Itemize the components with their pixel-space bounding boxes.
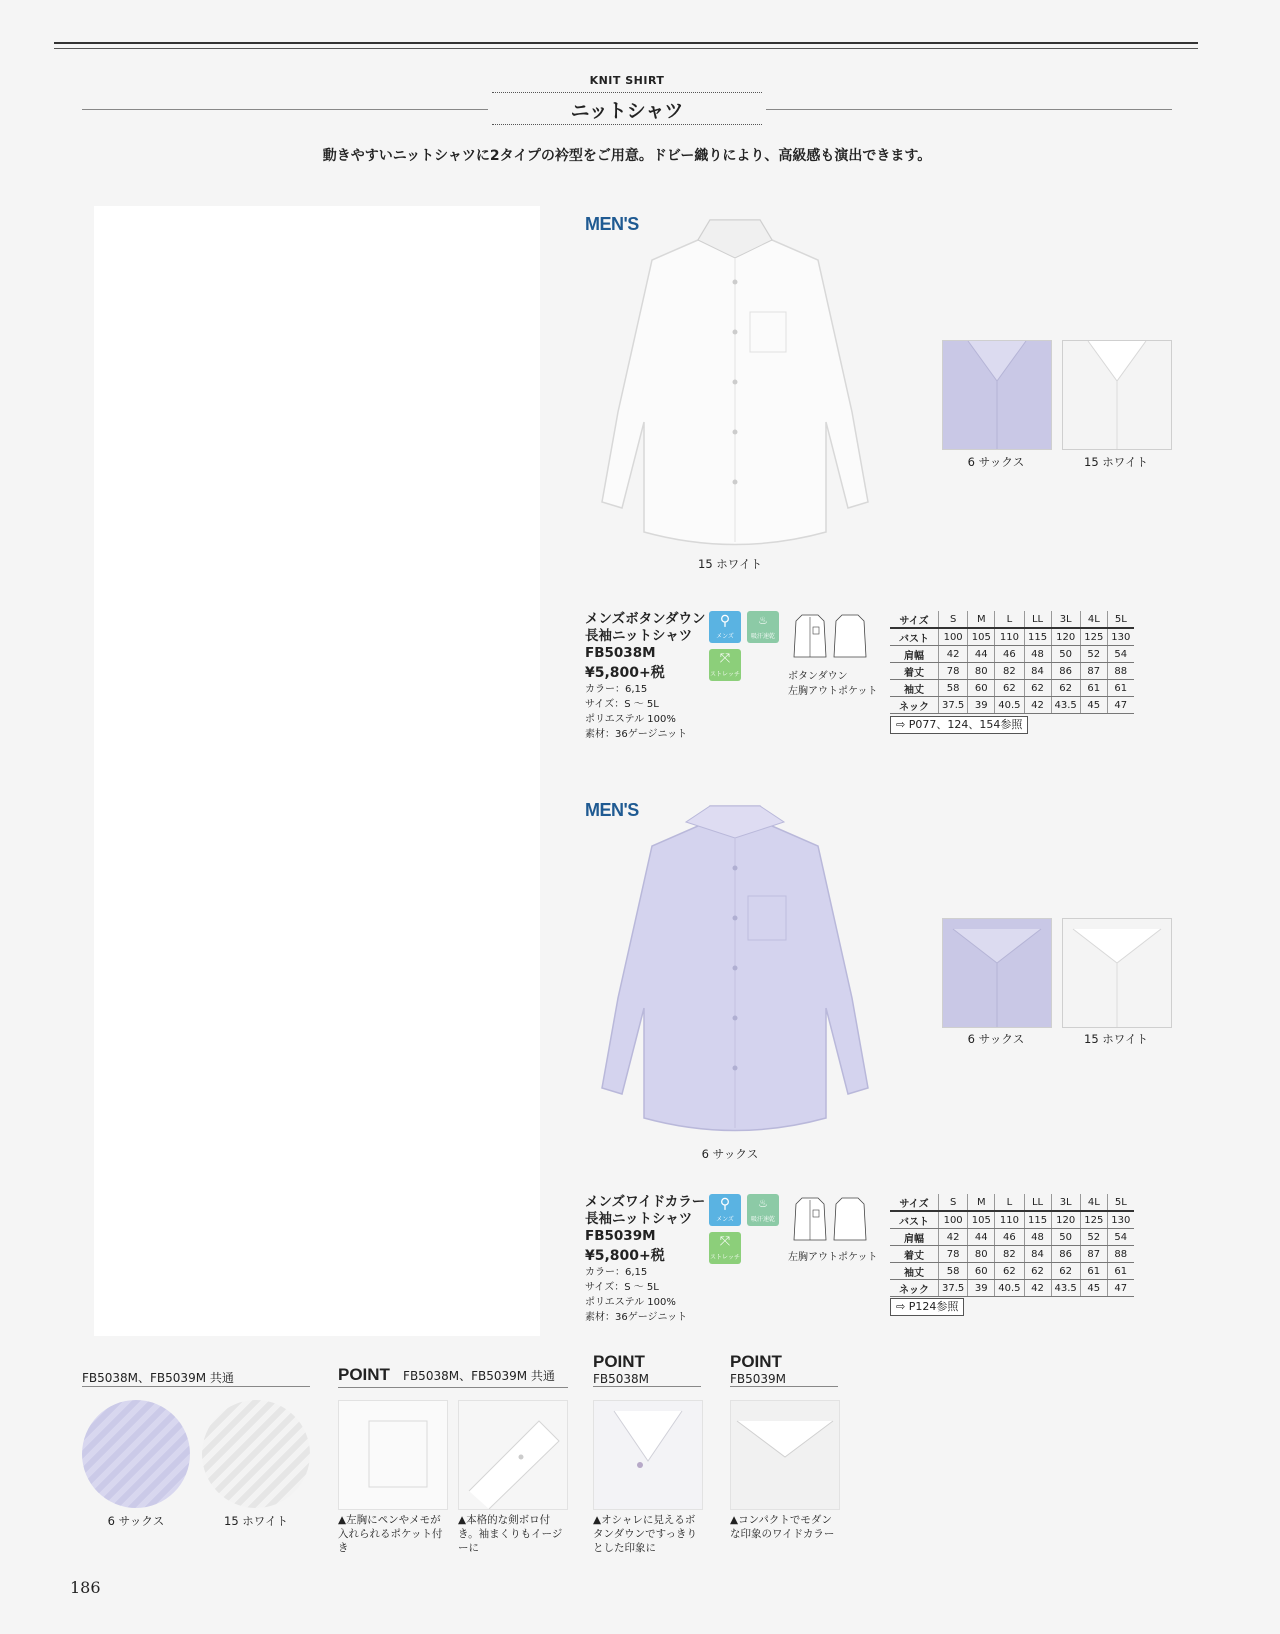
point-code: FB5038M: [593, 1372, 650, 1386]
model-photo-area: [94, 206, 540, 1336]
swatch-label: 6 サックス: [967, 1032, 1025, 1046]
shirt-diagram: [790, 1194, 870, 1244]
mens-tag: MEN'S: [585, 800, 639, 820]
category-en: KNIT SHIRT: [589, 74, 665, 87]
point-common-heading: FB5038M、FB5039M 共通: [403, 1369, 555, 1383]
point-a-header: [593, 1352, 701, 1387]
diagram-note: 左胸アウトポケット: [788, 1252, 878, 1263]
point-b-header: [730, 1352, 838, 1387]
fabric-heading: FB5038M、FB5039M 共通: [82, 1369, 310, 1387]
fabric-swatch-white: [202, 1400, 310, 1508]
arrow-icon: ⇨: [896, 1300, 909, 1313]
spec-line: カラー：6,15: [585, 684, 648, 695]
cuff-detail-photo: [458, 1400, 568, 1510]
shirt-diagram: [790, 611, 870, 661]
stretch-icon: ⤧ ストレッチ: [709, 649, 741, 681]
main-shirt-caption: 15 ホワイト: [698, 557, 762, 571]
product-name: メンズボタンダウン: [585, 611, 706, 627]
shirt-image-widecollar: [590, 798, 880, 1143]
main-shirt-caption: 6 サックス: [701, 1147, 759, 1161]
product-name: 長袖ニットシャツ: [585, 628, 693, 644]
swatch-sax: [942, 340, 1052, 450]
point-caption: ▲左胸にペンやメモが入れられるポケット付き: [338, 1514, 443, 1554]
size-table: サイズ S M L LL 3L 4L 5L バスト 100 105 110 115 120 125 130 肩幅 42 44 46 48 50 52 54 着丈 78 80 82 84 86 87 88 袖丈 58 60 62 62 62 61 61 ネック 37.5 39 40.5 42 43.5 45 47: [890, 1194, 1134, 1297]
swatch-sax: [942, 918, 1052, 1028]
fabric-label: 6 サックス: [107, 1514, 165, 1528]
buttondown-collar-photo: [593, 1400, 703, 1510]
sweat-dry-icon: ♨ 吸汗速乾: [747, 1194, 779, 1226]
page-number: 186: [70, 1578, 101, 1597]
sweat-dry-icon: ♨ 吸汗速乾: [747, 611, 779, 643]
point-code: FB5039M: [730, 1372, 787, 1386]
category-title: ニットシャツ: [570, 100, 684, 122]
fabric-label: 15 ホワイト: [224, 1514, 288, 1528]
mens-icon: ⚲ メンズ: [709, 1194, 741, 1226]
top-rule: [54, 42, 1198, 44]
category-dots-bottom: [492, 124, 762, 125]
top-rule-thin: [54, 48, 1198, 49]
product-name: メンズワイドカラー: [585, 1194, 706, 1210]
shirt-image-buttondown: [590, 212, 880, 557]
point-label: POINT: [338, 1365, 390, 1384]
category-dots-top: [492, 92, 762, 93]
product-code: FB5039M: [585, 1228, 656, 1244]
spec-line: カラー：6,15: [585, 1267, 648, 1278]
product-price: ¥5,800+税: [585, 665, 665, 681]
spec-line: サイズ：S ～ 5L: [585, 699, 659, 710]
point-common-header: [338, 1365, 568, 1388]
pocket-detail-photo: [338, 1400, 448, 1510]
point-label: POINT: [730, 1352, 782, 1371]
point-caption: ▲本格的な剣ボロ付き。袖まくりもイージーに: [458, 1514, 563, 1554]
spec-line: 素材：36ゲージニット: [585, 1312, 688, 1323]
spec-line: 素材：36ゲージニット: [585, 729, 688, 740]
product-name: 長袖ニットシャツ: [585, 1211, 693, 1227]
product-price: ¥5,800+税: [585, 1248, 665, 1264]
spec-line: ポリエステル 100%: [585, 1297, 676, 1308]
mens-tag: MEN'S: [585, 214, 639, 234]
swatch-white: [1062, 340, 1172, 450]
stretch-icon: ⤧ ストレッチ: [709, 1232, 741, 1264]
lead-text: 動きやすいニットシャツに2タイプの衿型をご用意。ドビー織りにより、高級感も演出できます。: [322, 148, 932, 164]
mens-icon: ⚲ メンズ: [709, 611, 741, 643]
product-info: [585, 1194, 710, 1325]
page-reference: ⇨ P077、124、154参照: [890, 716, 1028, 734]
swatch-white: [1062, 918, 1172, 1028]
point-label: POINT: [593, 1352, 645, 1371]
spec-line: ポリエステル 100%: [585, 714, 676, 725]
arrow-icon: ⇨: [896, 718, 909, 731]
swatch-label: 15 ホワイト: [1084, 1032, 1148, 1046]
swatch-label: 15 ホワイト: [1084, 455, 1148, 469]
diagram-note: ボタンダウン 左胸アウトポケット: [788, 671, 878, 697]
product-info: [585, 611, 710, 742]
product-code: FB5038M: [585, 645, 656, 661]
point-caption: ▲オシャレに見えるボタンダウンですっきりとした印象に: [593, 1514, 697, 1554]
swatch-label: 6 サックス: [967, 455, 1025, 469]
fabric-swatch-sax: [82, 1400, 190, 1508]
size-table: サイズ S M L LL 3L 4L 5L バスト 100 105 110 115 120 125 130 肩幅 42 44 46 48 50 52 54 着丈 78 80 82 84 86 87 88 袖丈 58 60 62 62 62 61 61 ネック 37.5 39 40.5 42 43.5 45 47: [890, 611, 1134, 714]
page-reference: ⇨ P124参照: [890, 1298, 964, 1316]
spec-line: サイズ：S ～ 5L: [585, 1282, 659, 1293]
point-caption: ▲コンパクトでモダンな印象のワイドカラー: [730, 1514, 835, 1540]
wide-collar-photo: [730, 1400, 840, 1510]
